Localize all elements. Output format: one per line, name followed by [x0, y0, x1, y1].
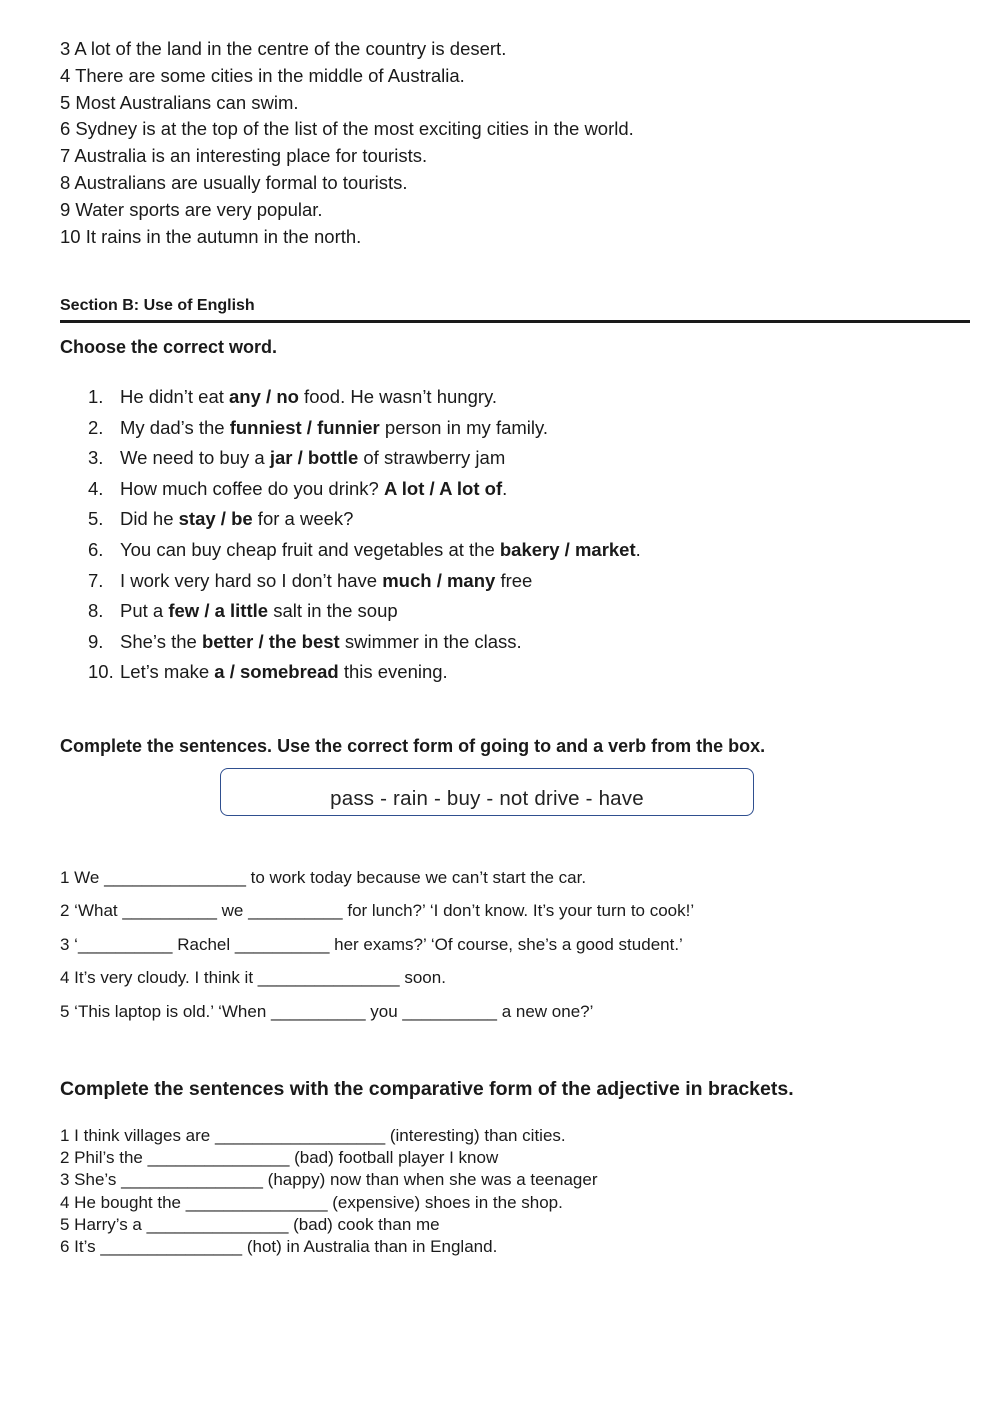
- list-item: [88, 627, 641, 658]
- item-number: 3.: [88, 447, 104, 469]
- text-before: My dad’s the: [120, 416, 230, 438]
- statement-item: 10 It rains in the autumn in the north.: [60, 225, 362, 247]
- text-after: person in my family.: [379, 416, 549, 438]
- list-item: [88, 657, 641, 688]
- item-text: [120, 627, 522, 658]
- gap-sentence: 5 Harry’s a _______________ (bad) cook than me: [60, 1214, 440, 1234]
- text-after: .: [635, 538, 641, 560]
- gap-sentence: 5 ‘This laptop is old.’ ‘When __________ you __________ a new one?’: [60, 1001, 594, 1021]
- text-after: this evening.: [338, 661, 448, 683]
- item-text: [120, 504, 353, 535]
- word-choice: funniest / funnier: [229, 416, 380, 438]
- item-text: [120, 474, 507, 505]
- word-choice: stay / be: [178, 508, 253, 530]
- word-choice: jar / bottle: [269, 447, 359, 469]
- text-before: You can buy cheap fruit and vegetables at the: [120, 538, 500, 560]
- section-divider: [60, 320, 970, 323]
- item-text: [120, 413, 548, 444]
- comparative-sentences: [60, 1125, 597, 1258]
- word-choice: a / somebread: [214, 661, 339, 683]
- item-number: 8.: [88, 600, 104, 622]
- word-choice: any / no: [229, 386, 299, 407]
- choose-word-instruction: Choose the correct word.: [60, 337, 278, 357]
- text-before: How much coffee do you drink?: [120, 477, 384, 499]
- comparative-instruction: Complete the sentences with the comparative form of the adjective in brackets.: [60, 1078, 794, 1100]
- statement-item: 6 Sydney is at the top of the list of the most exciting cities in the world.: [60, 118, 634, 140]
- list-item: [88, 535, 641, 566]
- list-item: [88, 504, 641, 535]
- item-number: 10.: [88, 661, 114, 683]
- item-text: [120, 443, 505, 474]
- statement-item: 4 There are some cities in the middle of Australia.: [60, 64, 465, 86]
- text-after: salt in the soup: [268, 600, 398, 622]
- text-after: of strawberry jam: [358, 447, 506, 469]
- list-item: [88, 596, 641, 627]
- going-to-sentences: [60, 861, 694, 1028]
- item-number: 5.: [88, 508, 104, 530]
- item-text: [120, 535, 641, 566]
- gap-sentence: 2 ‘What __________ we __________ for lunch?’ ‘I don’t know. It’s your turn to cook!’: [60, 901, 695, 921]
- statement-item: 5 Most Australians can swim.: [60, 91, 299, 113]
- text-after: food. He wasn’t hungry.: [298, 386, 498, 407]
- gap-sentence: 2 Phil’s the _______________ (bad) football player I know: [60, 1148, 499, 1168]
- going-to-instruction: Complete the sentences. Use the correct form of going to and a verb from the box.: [60, 736, 766, 756]
- list-item: [88, 566, 641, 597]
- gap-sentence: 4 It’s very cloudy. I think it _______________ soon.: [60, 968, 446, 988]
- gap-sentence: 6 It’s _______________ (hot) in Australia than in England.: [60, 1236, 498, 1256]
- text-after: .: [502, 477, 508, 499]
- statement-item: 7 Australia is an interesting place for tourists.: [60, 145, 428, 167]
- text-before: Let’s make: [120, 661, 215, 683]
- word-choice: better / the best: [201, 630, 340, 652]
- item-text: [120, 566, 532, 597]
- text-before: Put a: [120, 600, 169, 622]
- text-after: swimmer in the class.: [339, 630, 522, 652]
- word-choice: A lot / A lot of: [383, 477, 503, 499]
- word-box-text: pass - rain - buy - not drive - have: [330, 787, 644, 810]
- text-before: I work very hard so I don’t have: [120, 569, 383, 591]
- item-text: [120, 657, 448, 688]
- gap-sentence: 1 We _______________ to work today because we can’t start the car.: [60, 868, 587, 887]
- text-after: free: [495, 569, 533, 591]
- text-before: He didn’t eat: [120, 386, 230, 407]
- statement-item: 9 Water sports are very popular.: [60, 198, 323, 220]
- gap-sentence: 1 I think villages are __________________ (interesting) than cities.: [60, 1126, 566, 1145]
- item-number: 7.: [88, 569, 104, 591]
- item-text: [120, 596, 398, 627]
- text-before: She’s the: [120, 630, 202, 652]
- text-after: for a week?: [252, 508, 354, 530]
- list-item: [88, 382, 641, 413]
- verb-word-box: [220, 768, 754, 816]
- list-item: [88, 443, 641, 474]
- word-choice: few / a little: [168, 600, 269, 622]
- statement-item: 8 Australians are usually formal to tourists.: [60, 171, 408, 193]
- item-number: 9.: [88, 630, 104, 652]
- gap-sentence: 3 ‘__________ Rachel __________ her exams?’ ‘Of course, she’s a good student.’: [60, 934, 683, 954]
- item-number: 1.: [88, 386, 104, 407]
- reading-statements-list: [60, 36, 634, 250]
- item-text: [120, 382, 497, 413]
- statement-item: 3 A lot of the land in the centre of the country is desert.: [60, 38, 507, 59]
- item-number: 6.: [88, 538, 104, 560]
- list-item: [88, 474, 641, 505]
- list-item: [88, 413, 641, 444]
- section-b-title: Section B: Use of English: [60, 297, 255, 314]
- item-number: 2.: [88, 416, 104, 438]
- gap-sentence: 4 He bought the _______________ (expensive) shoes in the shop.: [60, 1192, 563, 1212]
- item-number: 4.: [88, 477, 104, 499]
- text-before: We need to buy a: [120, 447, 270, 469]
- choose-word-list: [88, 382, 641, 688]
- word-choice: much / many: [382, 569, 496, 591]
- word-choice: bakery / market: [499, 538, 636, 560]
- text-before: Did he: [120, 508, 179, 530]
- gap-sentence: 3 She’s _______________ (happy) now than when she was a teenager: [60, 1170, 598, 1190]
